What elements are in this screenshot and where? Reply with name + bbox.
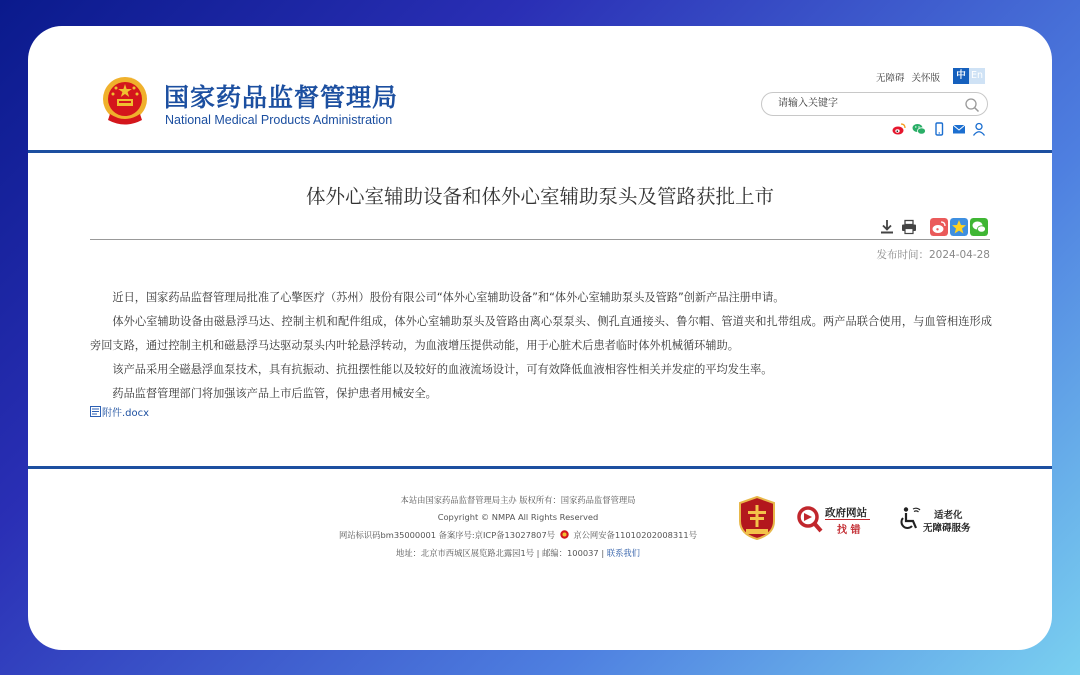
article-paragraph: 体外心室辅助设备由磁悬浮马达、控制主机和配件组成，体外心室辅助泵头及管路由离心泵泵头、侧孔直通接头、鲁尔帽、管道夹和扎带组成。两产品联合使用，与血管相连形成旁回支路，通过控制主机和磁悬浮马达驱动泵头内叶轮悬浮转动，为血液增压提供动能，用于心脏术后患者临时体外机械循环辅助。 (90, 315, 992, 352)
share-buttons (930, 218, 988, 236)
footer-address (258, 547, 778, 559)
print-icon[interactable] (901, 219, 917, 235)
attachment-label[interactable]: 附件.docx (102, 408, 150, 419)
social-links (892, 122, 986, 136)
share-qzone-icon[interactable] (950, 218, 968, 236)
accessibility-link[interactable]: 无障碍 (876, 73, 905, 84)
search-icon[interactable] (964, 97, 980, 113)
search-box (761, 92, 988, 116)
accessibility-label: 无障碍服务 (923, 523, 971, 534)
article-paragraph: 药品监督管理部门将加强该产品上市后监管，保护患者用械安全。 (112, 387, 437, 400)
footer-divider (28, 466, 1052, 469)
footer-police-record[interactable]: 京公网安备11010202008311号 (573, 530, 698, 540)
mail-icon[interactable] (952, 122, 966, 136)
gov-site-underline (825, 519, 870, 520)
language-switch (953, 68, 985, 84)
gov-site-title: 政府网站 (825, 507, 867, 519)
search-input[interactable] (776, 97, 960, 110)
national-emblem-icon[interactable] (98, 74, 152, 128)
footer-sponsor: 本站由国家药品监督管理局主办 版权所有：国家药品监督管理局 (400, 495, 636, 505)
wheelchair-icon (898, 506, 922, 532)
user-icon[interactable] (972, 122, 986, 136)
footer-copyright: Copyright © NMPA All Rights Reserved (437, 512, 599, 522)
elderly-accessibility-badge[interactable] (896, 504, 986, 534)
lang-zh-button[interactable]: 中 (953, 68, 969, 84)
site-name-cn[interactable]: 国家药品监督管理局 (164, 83, 399, 112)
share-weibo-icon[interactable] (930, 218, 948, 236)
gov-site-report-badge[interactable] (797, 502, 872, 536)
wechat-icon[interactable] (912, 122, 926, 136)
footer-address-text: 地址：北京市西城区展览路北露园1号 | 邮编：100037 | (396, 548, 605, 558)
article-paragraph: 该产品采用全磁悬浮血泵技术，具有抗振动、抗扭摆性能以及较好的血液流场设计，可有效降低血液相容性相关并发症的平均发生率。 (112, 363, 773, 376)
lang-en-button[interactable]: En (969, 68, 985, 84)
download-icon[interactable] (879, 219, 895, 235)
gov-site-sub: 找 错 (837, 525, 861, 536)
party-gov-badge-icon[interactable] (738, 496, 776, 540)
footer-record (258, 529, 778, 541)
word-doc-icon (90, 406, 101, 417)
publish-date: 发布时间：2024-04-28 (876, 249, 990, 261)
title-divider (90, 239, 990, 240)
contact-us-link[interactable]: 联系我们 (606, 548, 640, 558)
elderly-label: 适老化 (934, 510, 963, 521)
site-name-en[interactable]: National Medical Products Administration (165, 113, 393, 127)
share-wechat-icon[interactable] (970, 218, 988, 236)
header-divider (28, 150, 1052, 153)
attachment-link[interactable] (90, 404, 149, 419)
footer-icp[interactable]: 网站标识码bm35000001 备案序号:京ICP备13027807号 (338, 530, 556, 540)
weibo-icon[interactable] (892, 122, 906, 136)
article-body (90, 286, 992, 406)
care-mode-link[interactable]: 关怀版 (911, 73, 941, 84)
site-header (28, 26, 1052, 152)
top-links (876, 70, 940, 84)
page-card (28, 26, 1052, 650)
article-tools (879, 219, 917, 235)
magnifier-badge-icon (797, 504, 823, 534)
mobile-icon[interactable] (932, 122, 946, 136)
police-badge-icon (560, 530, 569, 539)
article-paragraph: 近日，国家药品监督管理局批准了心擎医疗（苏州）股份有限公司“体外心室辅助设备”和“体外心室辅助泵头及管路”创新产品注册申请。 (112, 291, 785, 304)
article-title: 体外心室辅助设备和体外心室辅助泵头及管路获批上市 (305, 185, 774, 208)
